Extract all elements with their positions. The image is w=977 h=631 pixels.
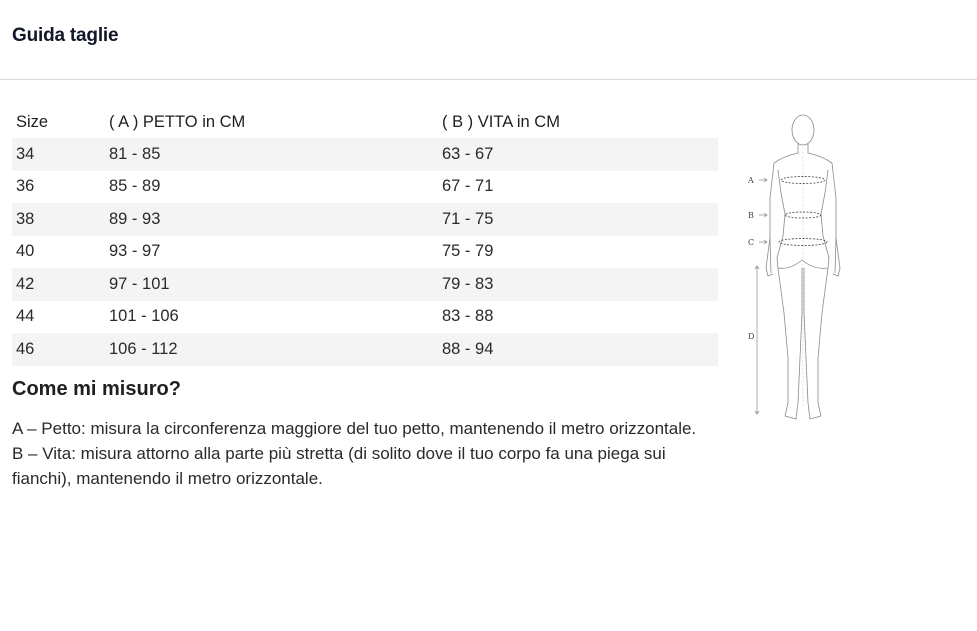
label-b: B <box>748 211 754 220</box>
how-to-measure-title: Come mi misuro? <box>12 378 181 400</box>
cell-chest: 85 - 89 <box>109 177 161 196</box>
table-row <box>12 171 718 204</box>
size-guide-table <box>12 106 718 366</box>
column-header-chest: ( A ) PETTO in CM <box>109 112 246 131</box>
cell-size: 38 <box>12 203 105 236</box>
cell-size: 42 <box>12 268 105 301</box>
column-header-waist: ( B ) VITA in CM <box>442 112 560 131</box>
cell-chest: 93 - 97 <box>109 242 161 261</box>
cell-size: 44 <box>16 307 35 326</box>
label-c: C <box>748 238 755 247</box>
cell-chest: 97 - 101 <box>105 268 438 301</box>
body-silhouette-icon <box>740 108 850 426</box>
cell-waist: 83 - 88 <box>442 307 494 326</box>
page-title: Guida taglie <box>12 25 119 46</box>
table-row <box>12 236 718 269</box>
cell-chest: 89 - 93 <box>105 203 438 236</box>
column-header-size: Size <box>16 112 49 131</box>
label-d: D <box>748 332 755 341</box>
table-header-row <box>12 106 718 138</box>
cell-size: 46 <box>12 333 105 366</box>
instruction-chest: A – Petto: misura la circonferenza maggiore del tuo petto, mantenendo il metro orizzontale. <box>12 419 697 438</box>
cell-size: 40 <box>16 242 35 261</box>
silhouette-outline <box>766 115 840 419</box>
table-row <box>12 301 718 334</box>
cell-waist: 67 - 71 <box>442 177 494 196</box>
cell-chest: 81 - 85 <box>105 138 438 171</box>
cell-chest: 101 - 106 <box>109 307 179 326</box>
label-a: A <box>748 176 754 185</box>
cell-waist: 63 - 67 <box>438 138 718 171</box>
cell-waist: 79 - 83 <box>438 268 718 301</box>
cell-waist: 75 - 79 <box>442 242 494 261</box>
cell-size: 36 <box>16 177 35 196</box>
cell-chest: 106 - 112 <box>105 333 438 366</box>
cell-waist: 88 - 94 <box>438 333 718 366</box>
cell-size: 34 <box>12 138 105 171</box>
page-header <box>0 0 977 80</box>
cell-waist: 71 - 75 <box>438 203 718 236</box>
arrows <box>755 178 767 414</box>
measure-instructions <box>12 416 712 491</box>
body-measurement-figure <box>740 108 850 426</box>
instruction-waist: B – Vita: misura attorno alla parte più stretta (di solito dove il tuo corpo fa una piega sui fianchi), mantenendo il metro orizzontale. <box>12 444 666 488</box>
table-row <box>12 268 718 301</box>
measurement-lines <box>779 177 827 246</box>
table-row <box>12 203 718 236</box>
table-row <box>12 138 718 171</box>
table-row <box>12 333 718 366</box>
